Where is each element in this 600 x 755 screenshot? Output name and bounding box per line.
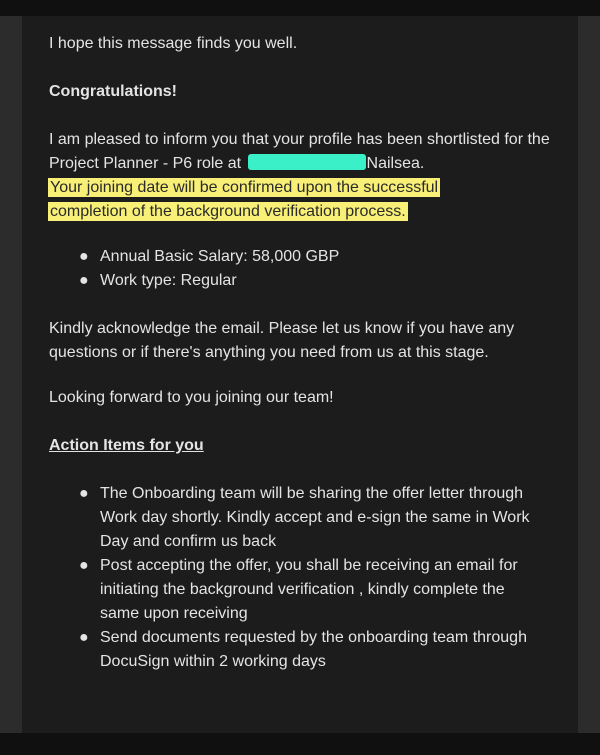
shortlist-paragraph (49, 128, 569, 224)
bullet-icon: ● (79, 272, 89, 289)
redaction-mark (248, 154, 366, 170)
work-type-text: Work type: Regular (100, 272, 237, 289)
closing-text: Looking forward to you joining our team! (49, 389, 334, 406)
action-item-text: Post accepting the offer, you shall be receiving an email for initiating the background verification , kindly complete the same upon receiving (100, 557, 518, 622)
list-item (49, 626, 540, 674)
shortlist-text: I am pleased to inform you that your profile has been shortlisted for the Project Planner - P6 role at (49, 131, 550, 172)
offer-details-list (49, 245, 578, 293)
action-items-list (49, 482, 578, 674)
bullet-icon: ● (79, 248, 89, 265)
list-item (49, 245, 578, 269)
bullet-icon: ● (79, 629, 89, 646)
greeting-text: I hope this message finds you well. (49, 35, 298, 52)
action-item-text: Send documents requested by the onboarding team through DocuSign within 2 working days (100, 629, 527, 670)
highlighted-joining-text-line-1: Your joining date will be confirmed upon the successful (50, 179, 439, 196)
email-body (22, 16, 578, 733)
list-item (49, 554, 540, 626)
bullet-icon: ● (79, 557, 89, 574)
top-frame-band (0, 0, 600, 16)
right-gutter (578, 16, 600, 733)
shortlist-location: Nailsea. (366, 155, 425, 172)
action-items-heading: Action Items for you (49, 437, 204, 454)
acknowledge-paragraph: Kindly acknowledge the email. Please let us know if you have any questions or if there's anything you need from us at this stage. (49, 320, 515, 361)
action-item-text: The Onboarding team will be sharing the offer letter through Work day shortly. Kindly accept and e-sign the same in Work Day and confirm us back (100, 485, 530, 550)
left-gutter (0, 16, 22, 733)
salary-text: Annual Basic Salary: 58,000 GBP (100, 248, 340, 265)
bottom-frame-band (0, 733, 600, 755)
list-item (49, 482, 540, 554)
highlighted-joining-text-line-2: completion of the background verification process. (50, 203, 406, 220)
list-item (49, 269, 578, 293)
congratulations-heading: Congratulations! (49, 83, 177, 100)
bullet-icon: ● (79, 485, 89, 502)
